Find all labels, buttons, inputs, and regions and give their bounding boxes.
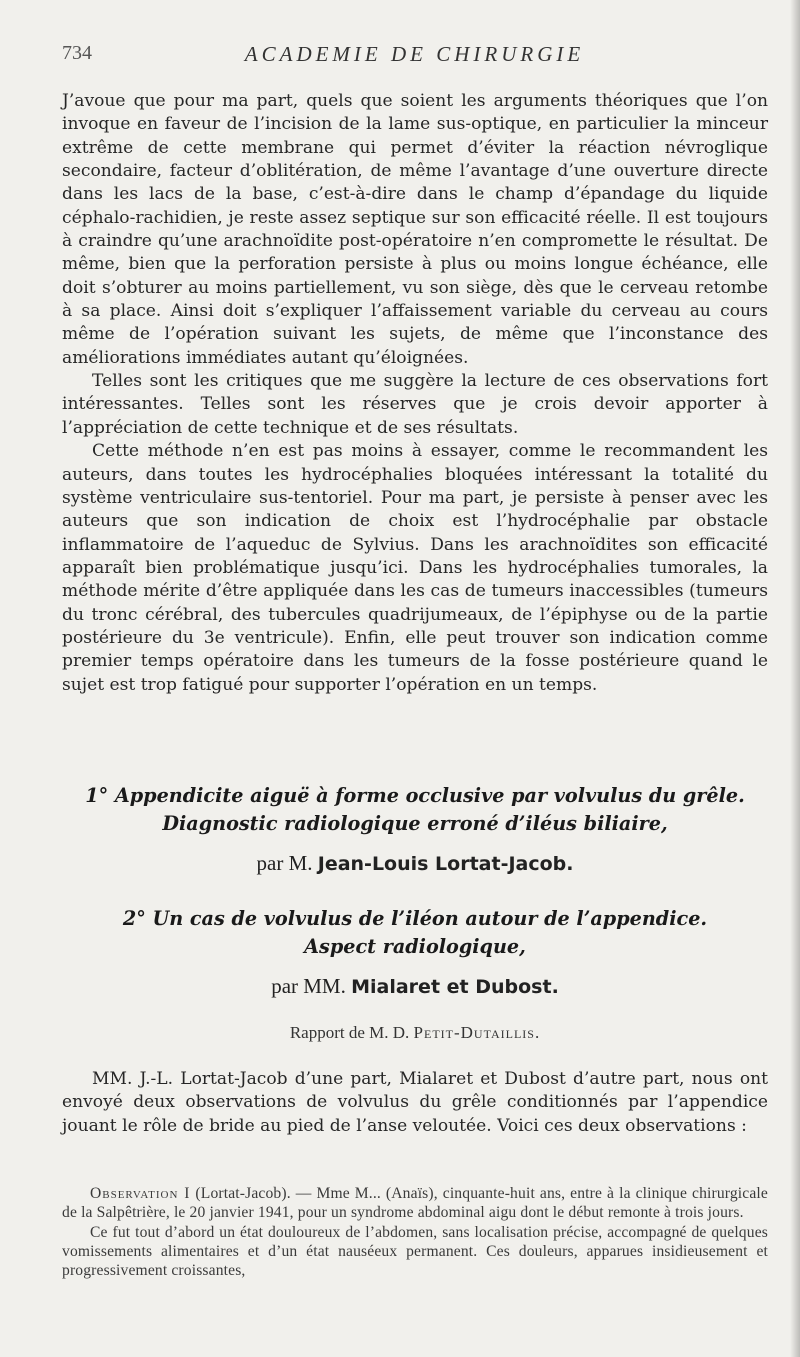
rapporteur-name: Petit-Dutaillis. bbox=[413, 1023, 541, 1042]
observation-paragraph bbox=[62, 1184, 768, 1223]
byline-prefix: par M. bbox=[256, 851, 313, 875]
intro-text bbox=[62, 90, 768, 697]
observation-label: Observation I bbox=[90, 1185, 191, 1202]
observation-text-1: (Lortat-Jacob). — Mme M... (Anaïs), cinquante-huit ans, entre à la clinique chirurgicale de la Salpêtrière, le 20 janvier 1941, pour un syndrome abdominal aigu dont le début remonte à trois jours. bbox=[62, 1185, 768, 1222]
author-name: Mialaret et Dubost. bbox=[351, 976, 559, 998]
article-heading-1 bbox=[62, 782, 768, 876]
article-title-line: 2° Un cas de volvulus de l’iléon autour de l’appendice. bbox=[122, 907, 708, 930]
report-prefix: Rapport de M. D. bbox=[289, 1023, 410, 1042]
byline-prefix: par MM. bbox=[271, 974, 346, 998]
page-number: 734 bbox=[62, 42, 92, 64]
author-name: Jean-Louis Lortat-Jacob. bbox=[317, 853, 574, 875]
running-title: ACADEMIE DE CHIRURGIE bbox=[244, 42, 585, 66]
report-text bbox=[62, 1068, 768, 1138]
article-heading-2 bbox=[62, 905, 768, 999]
paragraph: Telles sont les critiques que me suggère la lecture de ces observations fort intéressantes. Telles sont les réserves que je crois devoir apporter à l’appréciation de cette technique et de ses résultats. bbox=[62, 371, 768, 438]
page-edge-shadow bbox=[790, 0, 800, 1357]
observation-paragraph: Ce fut tout d’abord un état douloureux de l’abdomen, sans localisation précise, accompagné de quelques vomissements alimentaires et d’un état nauséeux permanent. Ces douleurs, apparues insidieusement et progressivement croissantes, bbox=[62, 1223, 768, 1280]
paragraph: MM. J.-L. Lortat-Jacob d’une part, Mialaret et Dubost d’autre part, nous ont envoyé deux observations de volvulus du grêle conditionnés par l’appendice jouant le rôle de bride au pied de l’anse veloutée. Voici ces deux observations : bbox=[62, 1069, 768, 1136]
report-line bbox=[62, 1023, 768, 1043]
observation-text bbox=[62, 1184, 768, 1280]
paragraph: Cette méthode n’en est pas moins à essayer, comme le recommandent les auteurs, dans toutes les hydrocéphalies bloquées intéressant la totalité du système ventriculaire sus-tentoriel. Pour ma part, je persiste à penser avec les auteurs que son indication de choix est l’hydrocéphalie par obstacle inflammatoire de l’aqueduc de Sylvius. Dans les arachnoïdites son efficacité apparaît bien problématique jusqu’ici. Dans les hydrocéphalies tumorales, la méthode mérite d’être appliquée dans les cas de tumeurs inaccessibles (tumeurs du tronc cérébral, des tubercules quadrijumeaux, de l’épiphyse ou de la partie postérieure du 3e ventricule). Enfin, elle peut trouver son indication comme premier temps opératoire dans les tumeurs de la fosse postérieure quand le sujet est trop fatigué pour supporter l’opération en un temps. bbox=[62, 441, 768, 695]
article-title-line: Aspect radiologique, bbox=[304, 935, 526, 958]
article-title-line: Diagnostic radiologique erroné d’iléus biliaire, bbox=[162, 812, 668, 835]
byline bbox=[62, 851, 768, 876]
article-title-line: 1° Appendicite aiguë à forme occlusive par volvulus du grêle. bbox=[85, 784, 745, 807]
byline bbox=[62, 974, 768, 999]
paragraph: J’avoue que pour ma part, quels que soient les arguments théoriques que l’on invoque en faveur de l’incision de la lame sus-optique, en particulier la minceur extrême de cette membrane qui permet d’éviter la réaction névroglique secondaire, facteur d’oblitération, de même l’avantage d’une ouverture directe dans les lacs de la base, c’est-à-dire dans le champ d’épandage du liquide céphalo-rachidien, je reste assez septique sur son efficacité réelle. Il est toujours à craindre qu’une arachnoïdite post-opératoire n’en compromette le résultat. De même, bien que la perforation persiste à plus ou moins longue échéance, elle doit s’obturer au moins partiellement, vu son siège, dès que le cerveau retombe à sa place. Ainsi doit s’expliquer l’affaissement variable du cerveau au cours même de l’opération suivant les sujets, de même que l’inconstance des améliorations immédiates autant qu’éloignées. bbox=[62, 91, 768, 368]
page-header bbox=[62, 42, 767, 72]
